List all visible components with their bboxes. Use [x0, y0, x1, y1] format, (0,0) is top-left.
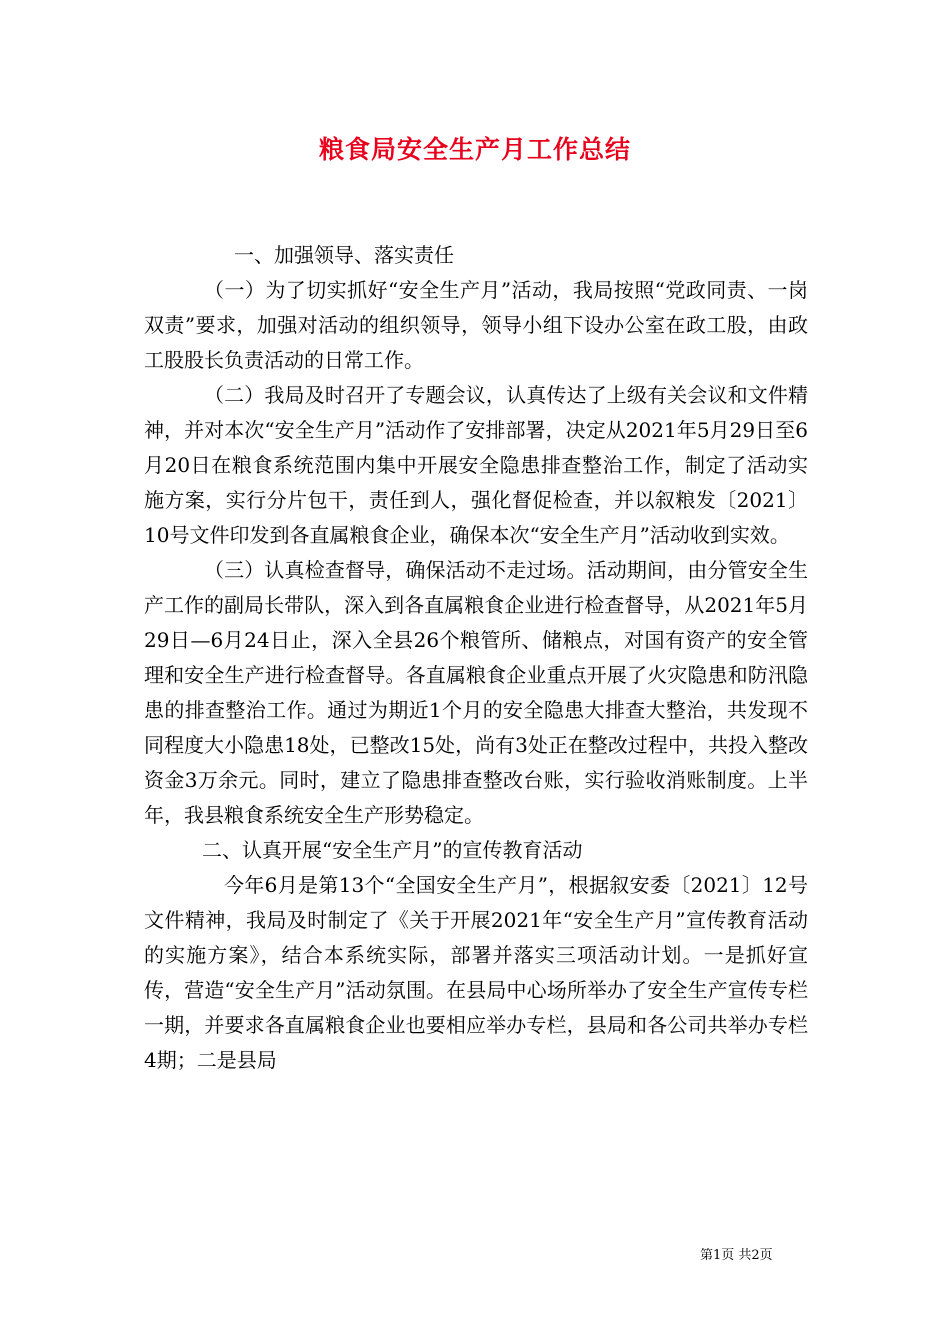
- paragraph-1: （一）为了切实抓好“安全生产月”活动，我局按照“党政同责、一岗双责”要求，加强对活动的组织领导，领导小组下设办公室在政工股，由政工股股长负责活动的日常工作。: [144, 278, 808, 372]
- document-title: 粮食局安全生产月工作总结: [318, 135, 631, 164]
- document-body: [144, 238, 808, 1078]
- page-number-footer: 第1页 共2页: [700, 1248, 773, 1263]
- paragraph-4: 今年6月是第13个“全国安全生产月”，根据叙安委〔2021〕12号文件精神，我局及时制定了《关于开展2021年“安全生产月”宣传教育活动的实施方案》，结合本系统实际，部署并落实三项活动计划。一是抓好宣传，营造“安全生产月”活动氛围。在县局中心场所举办了安全生产宣传专栏一期，并要求各直属粮食企业也要相应举办专栏，县局和各公司共举办专栏4期；二是县局: [144, 873, 808, 1072]
- paragraph-3: （三）认真检查督导，确保活动不走过场。活动期间，由分管安全生产工作的副局长带队，深入到各直属粮食企业进行检查督导，从2021年5月29日—6月24日止，深入全县26个粮管所、储粮点，对国有资产的安全管理和安全生产进行检查督导。各直属粮食企业重点开展了火灾隐患和防汛隐患的排查整治工作。通过为期近1个月的安全隐患大排查大整治，共发现不同程度大小隐患18处，已整改15处，尚有3处正在整改过程中，共投入整改资金3万余元。同时，建立了隐患排查整改台账，实行验收消账制度。上半年，我县粮食系统安全生产形势稳定。: [144, 558, 808, 827]
- section-heading-1: 一、加强领导、落实责任: [234, 243, 454, 267]
- paragraph-2: （二）我局及时召开了专题会议，认真传达了上级有关会议和文件精神，并对本次“安全生产月”活动作了安排部署，决定从2021年5月29日至6月20日在粮食系统范围内集中开展安全隐患排查整治工作，制定了活动实施方案，实行分片包干，责任到人，强化督促检查，并以叙粮发〔2021〕10号文件印发到各直属粮食企业，确保本次“安全生产月”活动收到实效。: [144, 383, 808, 547]
- section-heading-2: 二、认真开展“安全生产月”的宣传教育活动: [202, 838, 583, 862]
